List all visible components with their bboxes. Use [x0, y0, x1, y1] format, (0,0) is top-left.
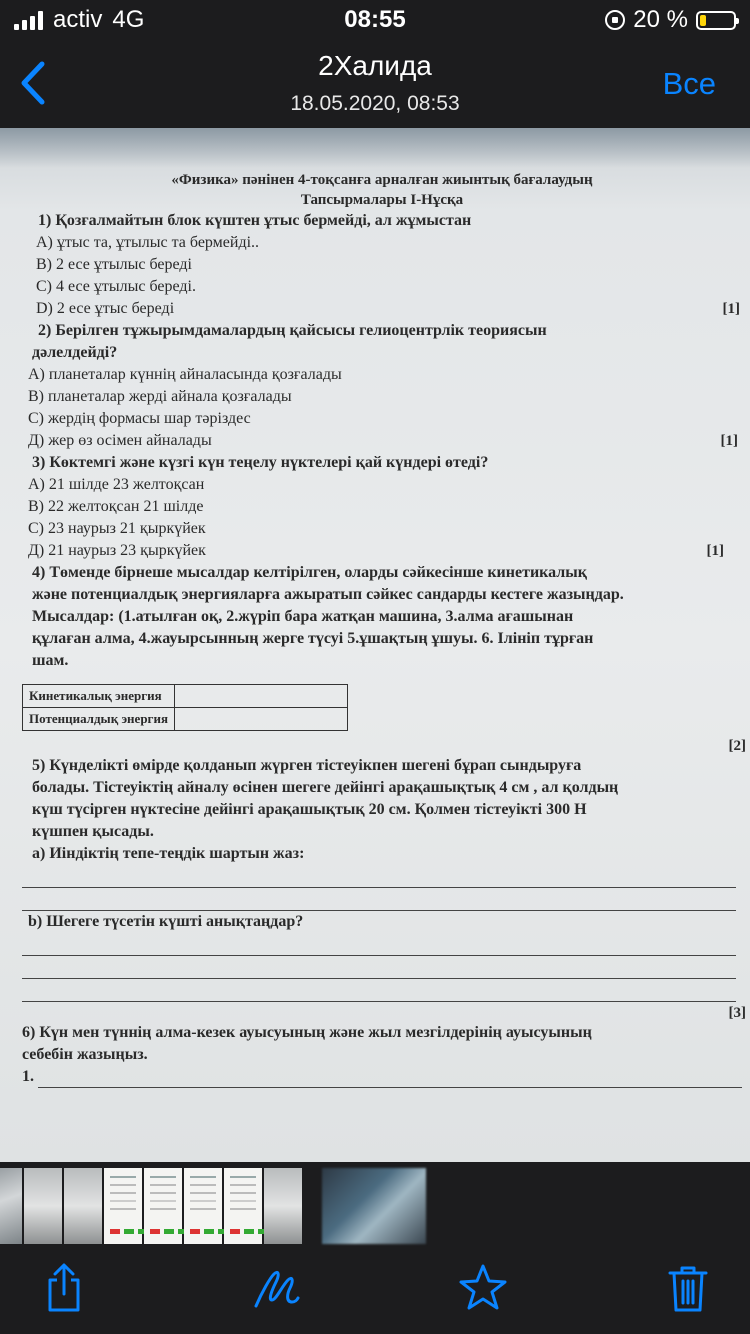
photo-view[interactable] [0, 128, 750, 1162]
question-4-line: Мысалдар: (1.атылған оқ, 2.жүріп бара жатқан машина, 3.алма ағашынан [32, 608, 574, 625]
kinetic-energy-label: Кинетикалық энергия [23, 685, 175, 708]
battery-level-fill [700, 15, 706, 26]
thumbnail[interactable] [264, 1168, 302, 1244]
q3-option: С) 23 наурыз 21 қыркүйек [28, 520, 206, 537]
thumbnail[interactable] [24, 1168, 62, 1244]
table-row [23, 685, 348, 708]
answer-line [22, 956, 736, 979]
q5-mark-row [22, 1002, 746, 1022]
question-2-cont: дәлелдейді? [32, 344, 118, 361]
q6-answer-number: 1. [22, 1068, 34, 1085]
thumbnail[interactable] [184, 1168, 222, 1244]
battery-icon [696, 11, 736, 30]
photo-timestamp: 18.05.2020, 08:53 [290, 92, 460, 115]
q1-option-d: D) 2 есе ұтыс береді [36, 300, 175, 317]
q1-option: С) 4 есе ұтылыс береді. [36, 278, 196, 295]
potential-energy-label: Потенциалдық энергия [23, 708, 175, 731]
thumbnail[interactable] [224, 1168, 262, 1244]
thumbnail[interactable] [322, 1168, 426, 1244]
thumbnail-current[interactable] [144, 1168, 182, 1244]
answer-line [22, 979, 736, 1002]
doc-title-line1: «Физика» пәнінен 4-тоқсанға арналған жиынтық бағалаудың [171, 172, 593, 188]
markup-icon [252, 1262, 300, 1314]
answer-line [22, 933, 736, 956]
q3-mark: [1] [706, 543, 724, 559]
question-1: 1) Қозғалмайтын блок күштен ұтыс бермейді, ал жұмыстан [38, 212, 472, 229]
q5-part-b: b) Шегеге түсетін күшті анықтаңдар? [28, 913, 304, 930]
share-button[interactable] [40, 1262, 88, 1314]
table-row [23, 708, 348, 731]
answer-line [38, 1069, 742, 1088]
q3-option: А) 21 шілде 23 желтоқсан [28, 476, 205, 493]
doc-title-line2: Тапсырмалары І-Нұсқа [300, 192, 464, 208]
question-6: 6) Күн мен түннің алма-кезек ауысуының және жыл мезгілдерінің ауысуының [22, 1024, 592, 1041]
trash-icon [664, 1262, 712, 1314]
exam-sheet [22, 170, 746, 1160]
markup-button[interactable] [252, 1262, 300, 1314]
thumbnail[interactable] [104, 1168, 142, 1244]
question-5-line: күшпен қысады. [32, 823, 154, 840]
status-time: 08:55 [344, 6, 406, 33]
all-photos-button[interactable]: Все [662, 66, 716, 101]
thumbnail[interactable] [64, 1168, 102, 1244]
q2-option-d: Д) жер өз осімен айналады [28, 432, 212, 449]
q1-option: А) ұтыс та, ұтылыс та бермейді.. [36, 234, 260, 251]
album-title: 2Халида [318, 50, 432, 81]
kinetic-energy-cell [174, 685, 347, 708]
status-bar [0, 0, 750, 40]
q5-mark: [3] [728, 1005, 746, 1021]
question-6-line: себебін жазыңыз. [22, 1046, 148, 1063]
q2-mark: [1] [720, 433, 738, 449]
q4-mark-row [22, 735, 746, 755]
favorite-button[interactable] [456, 1262, 510, 1314]
bottom-toolbar [0, 1248, 750, 1334]
battery-percent: 20 % [633, 6, 688, 33]
question-2: 2) Берілген тұжырымдамалардың қайсысы гелиоцентрлік теориясын [38, 322, 547, 339]
q6-answer-row [22, 1066, 742, 1088]
rotation-lock-icon [605, 10, 625, 30]
question-4-line: шам. [32, 652, 69, 669]
thumbnail[interactable] [0, 1168, 22, 1244]
question-4-line: құлаған алма, 4.жауырсынның жерге түсуі 5.ұшақтың ұшуы. 6. Ілініп тұрған [32, 630, 594, 647]
question-5-line: болады. Тістеуіктің айналу өсінен шегеге дейінгі арақашықтық 4 см , ал қолдың [32, 779, 619, 796]
q5-part-a: а) Иіндіктің тепе-теңдік шартын жаз: [32, 845, 305, 862]
carrier-name: activ [53, 6, 103, 33]
q1-option: В) 2 есе ұтылыс береді [36, 256, 192, 273]
network-type: 4G [112, 6, 145, 33]
q1-option [22, 298, 742, 320]
answer-line [22, 888, 736, 911]
q3-option [22, 540, 742, 562]
favorite-star-icon [456, 1262, 510, 1314]
question-4: 4) Төменде бірнеше мысалдар келтірілген, оларды сәйкесінше кинетикалық [32, 564, 587, 581]
question-3: 3) Көктемгі және күзгі күн теңелу нүктелері қай күндері өтеді? [32, 454, 489, 471]
share-icon [40, 1262, 88, 1314]
thumbnail-strip[interactable] [0, 1162, 750, 1248]
energy-table [22, 684, 348, 731]
photo-header [0, 40, 750, 128]
answer-line [22, 865, 736, 888]
q2-option: А) планеталар күннің айналасында қозғалады [28, 366, 342, 383]
q3-option-d: Д) 21 наурыз 23 қыркүйек [28, 542, 206, 559]
q3-option: В) 22 желтоқсан 21 шілде [28, 498, 204, 515]
question-5: 5) Күнделікті өмірде қолданып жүрген тістеуікпен шегені бұрап сындыруға [32, 757, 582, 774]
q2-option: С) жердің формасы шар тәріздес [28, 410, 251, 427]
delete-button[interactable] [664, 1262, 712, 1314]
q2-option [22, 430, 742, 452]
q1-mark: [1] [722, 301, 740, 317]
question-4-line: және потенциалдық энергияларға ажыратып сәйкес сандарды кестеге жазыңдар. [32, 586, 624, 603]
potential-energy-cell [174, 708, 347, 731]
q4-mark: [2] [728, 738, 746, 754]
question-5-line: күш түсірген нүктесіне дейінгі арақашықтық 20 см. Қолмен тістеуікті 300 Н [32, 801, 587, 818]
q2-option: В) планеталар жерді айнала қозғалады [28, 388, 292, 405]
